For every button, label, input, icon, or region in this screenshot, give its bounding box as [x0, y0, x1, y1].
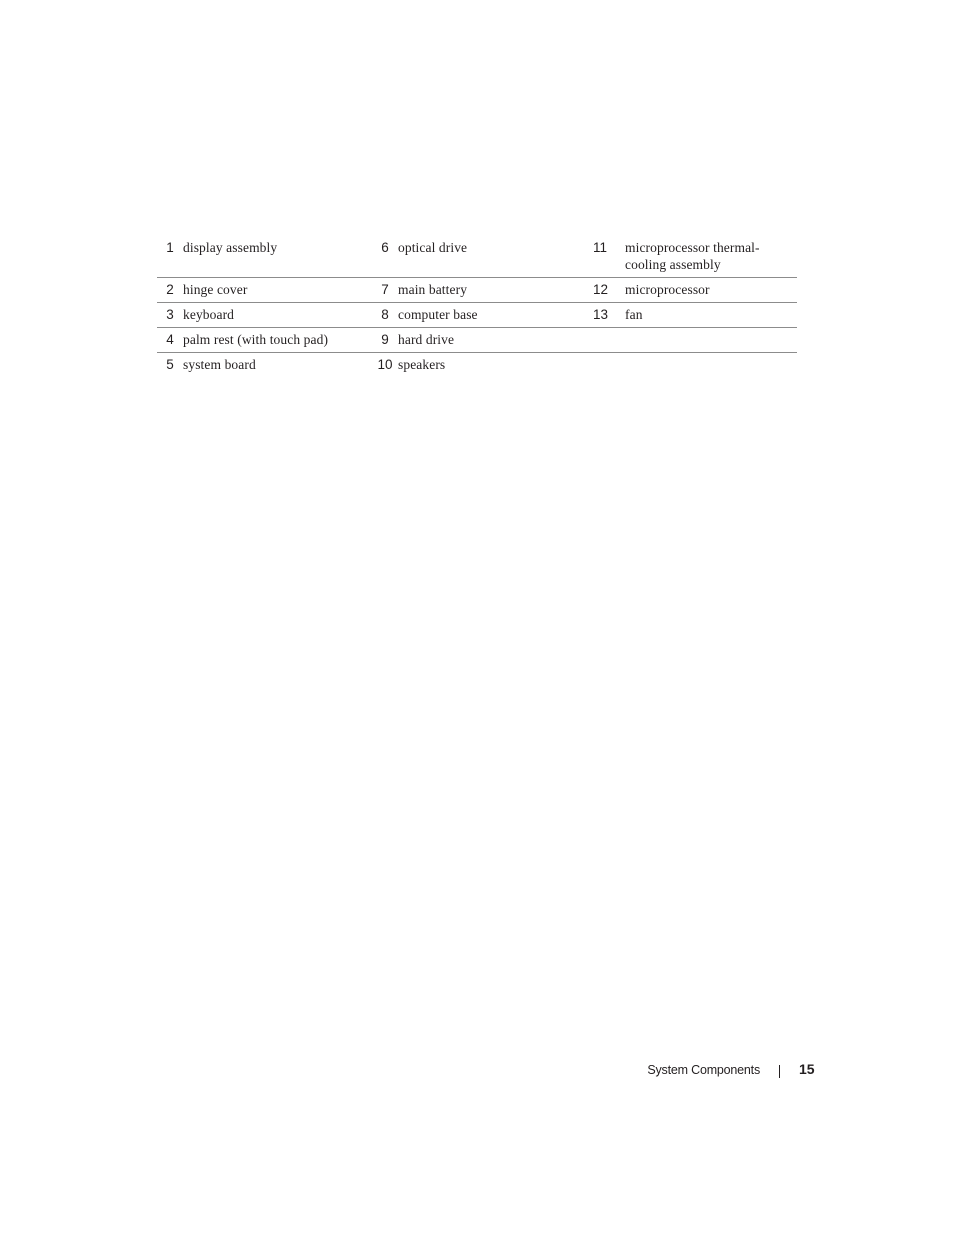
legend-number: 2: [157, 278, 183, 303]
legend-label: hinge cover: [183, 278, 372, 303]
page-number: 15: [799, 1061, 815, 1077]
table-row: [157, 353, 797, 378]
legend-label: palm rest (with touch pad): [183, 328, 372, 353]
legend-number: 13: [587, 303, 625, 328]
legend-label: speakers: [398, 357, 446, 372]
legend-number: 5: [166, 357, 174, 372]
table-row: [157, 328, 797, 353]
legend-label: display assembly: [183, 236, 372, 278]
legend-label: computer base: [398, 303, 587, 328]
page-footer: [0, 1061, 954, 1081]
table-row: [157, 303, 797, 328]
legend-label: microprocessor: [625, 278, 797, 303]
legend-number: 3: [157, 303, 183, 328]
legend-number: 8: [372, 303, 398, 328]
legend-number: 12: [587, 278, 625, 303]
legend-label: optical drive: [398, 236, 587, 278]
legend-number: 6: [372, 236, 398, 278]
legend-label: hard drive: [398, 328, 587, 353]
legend-number: [587, 353, 625, 378]
table-row: [157, 278, 797, 303]
footer-divider: [779, 1065, 780, 1078]
component-legend-table: [157, 236, 797, 377]
legend-label: microprocessor thermal-cooling assembly: [625, 236, 797, 278]
legend-label: main battery: [398, 278, 587, 303]
legend-label: system board: [183, 357, 256, 372]
table-row: [157, 236, 797, 278]
legend-number: 9: [372, 328, 398, 353]
legend-label: [625, 328, 797, 353]
legend-number: 1: [157, 236, 183, 278]
legend-number: 10: [377, 357, 393, 372]
legend-label: [625, 353, 797, 378]
legend-number: [587, 328, 625, 353]
footer-section-title: System Components: [647, 1063, 760, 1077]
legend-number: 11: [587, 236, 625, 278]
legend-label: keyboard: [183, 303, 372, 328]
legend-number: 4: [157, 328, 183, 353]
legend-number: 7: [372, 278, 398, 303]
legend-label: fan: [625, 303, 797, 328]
